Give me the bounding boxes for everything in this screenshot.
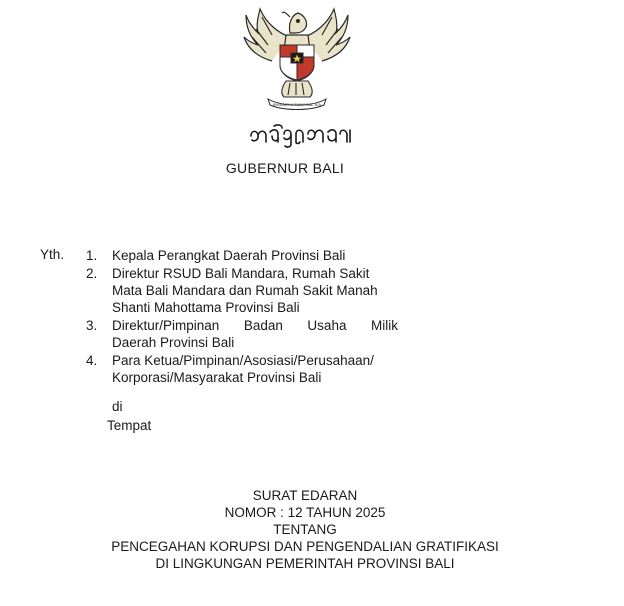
item-line: Para Ketua/Pimpinan/Asosiasi/Perusahaan/ [112, 353, 374, 368]
item-number: 3. [86, 318, 98, 333]
item-line: Kepala Perangkat Daerah Provinsi Bali [112, 248, 346, 263]
item-line: Korporasi/Masyarakat Provinsi Bali [112, 370, 322, 385]
garuda-emblem-icon [238, 3, 356, 111]
circular-subject-line-1: PENCEGAHAN KORUPSI DAN PENGENDALIAN GRATIFIKASI [111, 539, 499, 554]
document-title: GUBERNUR BALI [225, 160, 345, 176]
recipient-list [86, 247, 398, 387]
addressee-label: Yth. [40, 247, 65, 262]
circular-about: TENTANG [273, 522, 337, 537]
item-line: Direktur/Pimpinan Badan Usaha Milik [112, 318, 398, 333]
item-number: 1. [86, 248, 98, 263]
addressee-tempat: Tempat [107, 418, 152, 433]
item-line: Direktur RSUD Bali Mandara, Rumah Sakit [112, 266, 370, 281]
balinese-script [248, 122, 354, 150]
circular-subject-line-2: DI LINGKUNGAN PEMERINTAH PROVINSI BALI [155, 556, 455, 571]
list-item [86, 247, 398, 264]
item-line: Shanti Mahottama Provinsi Bali [112, 300, 300, 315]
list-item [86, 265, 398, 316]
addressee-di: di [112, 399, 123, 414]
circular-heading [60, 487, 550, 572]
item-line: Mata Bali Mandara dan Rumah Sakit Manah [112, 283, 378, 298]
emblem-motto: BHINNEKA TUNGGAL IKA [272, 102, 322, 107]
item-number: 2. [86, 266, 98, 281]
item-number: 4. [86, 353, 98, 368]
list-item [86, 352, 398, 386]
circular-type: SURAT EDARAN [252, 488, 358, 503]
list-item [86, 317, 398, 351]
circular-number: NOMOR : 12 TAHUN 2025 [224, 505, 386, 520]
item-line: Daerah Provinsi Bali [112, 335, 235, 350]
